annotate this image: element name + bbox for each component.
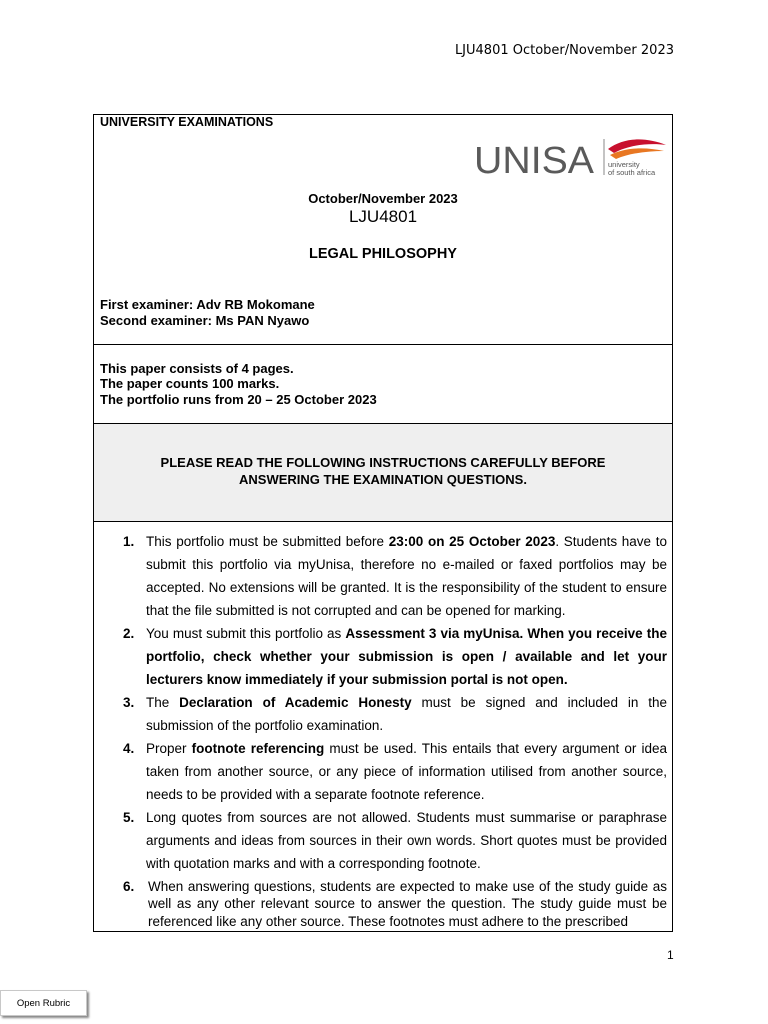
notice-section <box>94 424 672 522</box>
unisa-wordmark: UNISA <box>474 140 595 181</box>
instruction-number: 6. <box>123 879 135 894</box>
instruction-number: 2. <box>123 626 135 641</box>
instruction-text: Long quotes from sources are not allowed. Students must summarise or paraphrase arguments and ideas from sources in their own words. Short quotes must be provided with quotation marks and with a corresponding footnote. <box>146 810 667 871</box>
instruction-number: 5. <box>123 810 135 825</box>
instruction-item <box>94 530 672 622</box>
unisa-tagline-2: of south africa <box>608 168 656 177</box>
running-header: LJU4801 October/November 2023 <box>454 43 674 58</box>
instruction-item <box>94 806 672 875</box>
unisa-tagline-1: university <box>608 160 640 169</box>
paper-pages-info: This paper consists of 4 pages. <box>100 361 294 376</box>
paper-marks-info: The paper counts 100 marks. <box>100 376 280 391</box>
notice-line-1: PLEASE READ THE FOLLOWING INSTRUCTIONS CAREFULLY BEFORE <box>160 455 606 470</box>
instruction-text: This portfolio must be submitted before <box>146 534 389 549</box>
portfolio-dates-info: The portfolio runs from 20 – 25 October 2023 <box>100 392 377 407</box>
module-code: LJU4801 <box>348 207 418 226</box>
instruction-item <box>94 691 672 737</box>
instructions-notice <box>94 454 672 488</box>
page-number: 1 <box>667 948 674 962</box>
instruction-number: 4. <box>123 741 135 756</box>
instruction-number: 1. <box>123 534 135 549</box>
cover-section <box>94 115 672 345</box>
instruction-number: 3. <box>123 695 135 710</box>
instructions-list <box>94 522 672 930</box>
instruction-text: must be used. This entails that every argument or idea taken from another source, or any piece of information utilised from another source, needs to be provided with a separate footnote reference. <box>146 741 667 802</box>
paper-info-section <box>94 345 672 424</box>
instruction-item <box>94 878 672 930</box>
open-rubric-button[interactable] <box>0 990 87 1016</box>
instruction-emphasis: footnote referencing <box>191 741 325 756</box>
instruction-item <box>94 622 672 691</box>
subject-title: LEGAL PHILOSOPHY <box>309 246 457 262</box>
open-rubric-label: Open Rubric <box>16 997 71 1009</box>
first-examiner: First examiner: Adv RB Mokomane <box>100 297 315 312</box>
unisa-logo <box>474 135 670 181</box>
notice-line-2: ANSWERING THE EXAMINATION QUESTIONS. <box>239 472 527 487</box>
exam-session: October/November 2023 <box>308 191 458 206</box>
university-examinations-label: UNIVERSITY EXAMINATIONS <box>100 115 274 129</box>
instruction-item <box>94 737 672 806</box>
instruction-text: The <box>146 695 180 710</box>
instruction-text: Proper <box>146 741 192 756</box>
instruction-emphasis: 23:00 on 25 October 2023 <box>388 534 556 549</box>
instruction-text: must be signed and included in the submission of the portfolio examination. <box>146 695 667 733</box>
instruction-emphasis: Declaration of Academic Honesty <box>179 695 412 710</box>
exam-cover-box <box>93 114 673 932</box>
instruction-emphasis: Assessment 3 via myUnisa. When you receive the portfolio, check whether your submission is open / available and let your lecturers know immediately if your submission portal is not open. <box>146 626 667 687</box>
second-examiner: Second examiner: Ms PAN Nyawo <box>100 313 310 328</box>
instruction-text: You must submit this portfolio as <box>146 626 346 641</box>
instruction-text: When answering questions, students are expected to make use of the study guide as well as any other relevant source to answer the question. The study guide must be referenced like any other source. These footnotes must adhere to the prescribed <box>148 879 667 929</box>
instruction-text: . Students have to submit this portfolio via myUnisa, therefore no e-mailed or faxed portfolios may be accepted. No extensions will be granted. It is the responsibility of the student to ensure that the file submitted is not corrupted and can be opened for marking. <box>146 534 667 618</box>
